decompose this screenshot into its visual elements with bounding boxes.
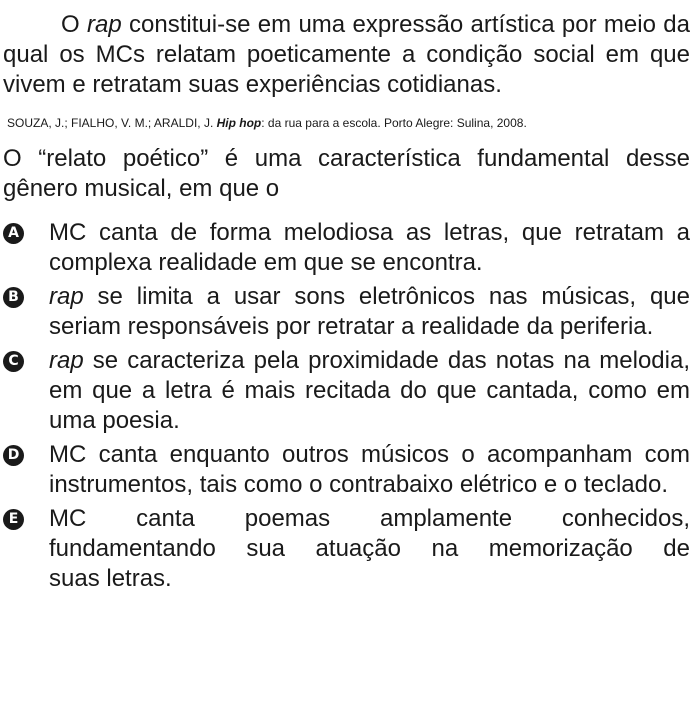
option-d-marker[interactable] [3, 440, 49, 466]
option-c-italic: rap [49, 347, 84, 374]
option-c[interactable] [3, 346, 690, 436]
citation [7, 115, 690, 131]
option-b-text [49, 282, 690, 342]
option-b-body: se limita a usar sons eletrônicos nas músicas, que seriam responsáveis por retratar a realidade da periferia. [49, 283, 690, 340]
option-a-text [49, 218, 690, 278]
option-e-line-3: suas letras. [49, 565, 172, 592]
option-b-letter-icon: B [3, 287, 24, 308]
option-c-body: se caracteriza pela proximidade das notas na melodia, em que a letra é mais recitada do que cantada, como em uma poesia. [49, 347, 690, 434]
answer-options [3, 218, 690, 594]
option-d-body: MC canta enquanto outros músicos o acompanham com instrumentos, tais como o contrabaixo elétrico e o teclado. [49, 441, 690, 498]
passage-after: constitui-se em uma expressão artística por meio da qual os MCs relatam poeticamente a condição social em que vivem e retratam suas experiências cotidianas. [3, 11, 690, 98]
option-c-marker[interactable] [3, 346, 49, 372]
option-a-marker[interactable] [3, 218, 49, 244]
option-b-marker[interactable] [3, 282, 49, 308]
passage-before: O [61, 11, 88, 38]
option-e[interactable] [3, 504, 690, 594]
citation-title: Hip hop [216, 116, 262, 130]
option-d-text [49, 440, 690, 500]
option-e-text [49, 504, 690, 594]
option-a-letter-icon: A [3, 223, 24, 244]
option-b[interactable] [3, 282, 690, 342]
option-d[interactable] [3, 440, 690, 500]
option-d-letter-icon: D [3, 445, 24, 466]
option-b-italic: rap [49, 283, 84, 310]
passage-italic-rap: rap [87, 11, 122, 38]
question-stem: O “relato poético” é uma característica fundamental desse gênero musical, em que o [3, 145, 690, 202]
citation-rest: : da rua para a escola. Porto Alegre: Sulina, 2008. [261, 116, 527, 130]
option-e-line-2: fundamentando sua atuação na memorização de [49, 535, 690, 562]
option-c-text [49, 346, 690, 436]
option-e-marker[interactable] [3, 504, 49, 530]
option-e-letter-icon: E [3, 509, 24, 530]
passage-text [3, 10, 690, 100]
option-c-letter-icon: C [3, 351, 24, 372]
option-a[interactable] [3, 218, 690, 278]
option-a-body: MC canta de forma melodiosa as letras, que retratam a complexa realidade em que se encontra. [49, 219, 690, 276]
option-e-line-1: MC canta poemas amplamente conhecidos, [49, 505, 690, 532]
citation-authors: SOUZA, J.; FIALHO, V. M.; ARALDI, J. [7, 116, 217, 130]
